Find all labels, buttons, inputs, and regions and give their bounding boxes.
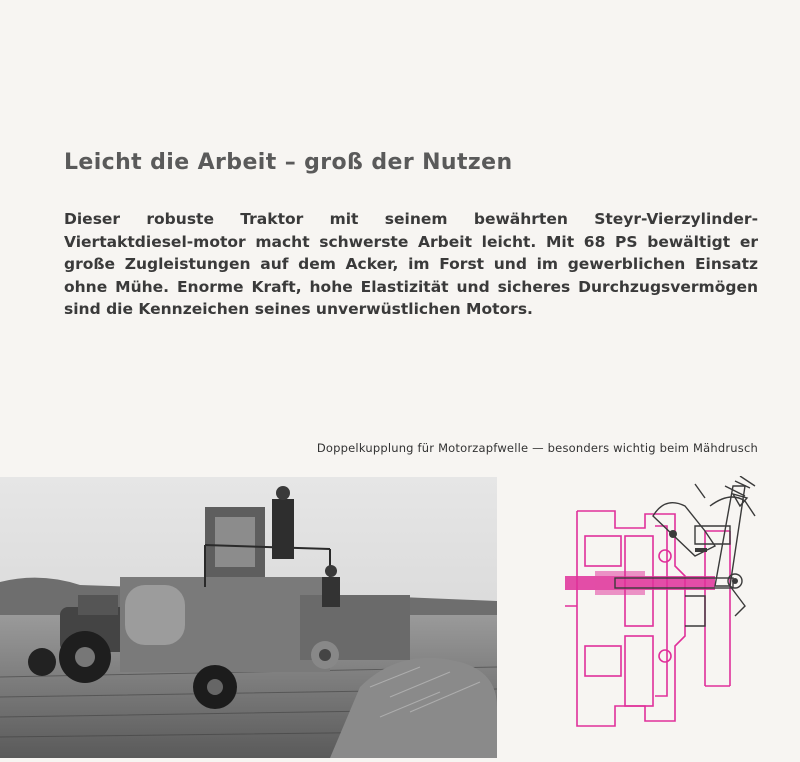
- harvest-photo: [0, 477, 497, 758]
- figure-caption: Doppelkupplung für Motorzapfwelle — besonders wichtig beim Mähdrusch: [316, 441, 758, 455]
- page-heading: Leicht die Arbeit – groß der Nutzen: [64, 150, 513, 175]
- clutch-diagram-graphic: [555, 476, 800, 758]
- body-paragraph: Dieser robuste Traktor mit seinem bewährten Steyr-Vierzylinder-Viertaktdiesel-motor macht schwerste Arbeit leicht. Mit 68 PS bewältigt er große Zugleistungen auf dem Acker, im Forst und im gewerblichen Einsatz ohne Mühe. Enorme Kraft, hohe Elastizität und sicheres Durchzugsvermögen sind die Kennzeichen seines unverwüstlichen Motors.: [64, 210, 758, 318]
- clutch-diagram: [555, 476, 800, 758]
- harvest-photo-graphic: [0, 477, 497, 758]
